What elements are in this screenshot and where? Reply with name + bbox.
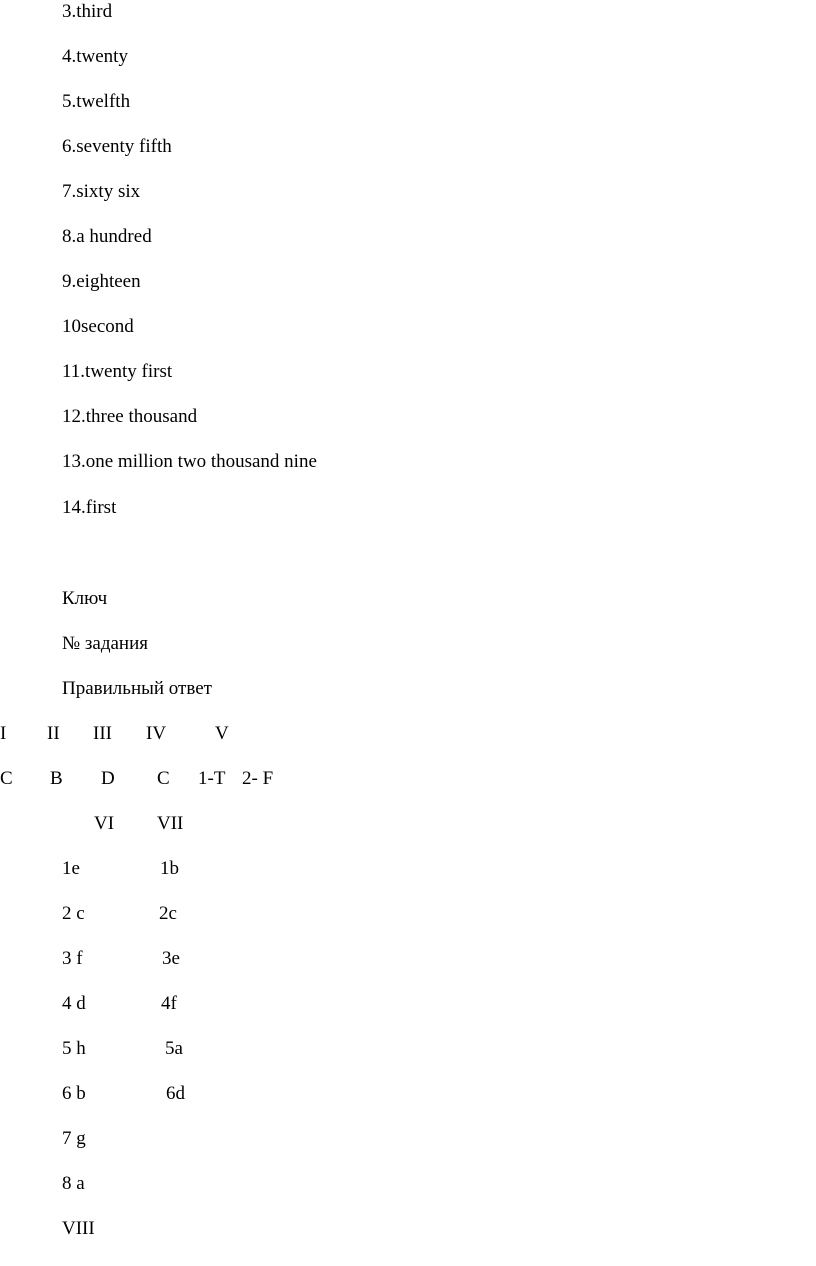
answer-v-2: 2- F: [242, 768, 274, 789]
answer-iii: D: [101, 768, 115, 789]
vi-answer: 2 c: [62, 903, 85, 924]
answer-i: C: [0, 768, 13, 789]
header-ii: II: [47, 723, 60, 744]
answer-item: 3.third: [62, 1, 113, 22]
vii-answer: 5a: [165, 1038, 183, 1059]
vi-answer: 6 b: [62, 1083, 86, 1104]
task-number-label: № задания: [62, 633, 148, 654]
header-iii: III: [93, 723, 112, 744]
answer-item: 7.sixty six: [62, 181, 141, 202]
vii-answer: 4f: [161, 993, 177, 1014]
vi-answer: 7 g: [62, 1128, 86, 1149]
vi-answer: 5 h: [62, 1038, 86, 1059]
answer-ii: B: [50, 768, 63, 789]
correct-answer-label: Правильный ответ: [62, 678, 212, 699]
answer-item: 4.twenty: [62, 46, 128, 67]
answer-item: 10second: [62, 316, 134, 337]
answer-v-1: 1-T: [198, 768, 226, 789]
answer-item: 11.twenty first: [62, 361, 173, 382]
header-vii: VII: [157, 813, 184, 834]
answer-item: 12.three thousand: [62, 406, 198, 427]
answer-item: 9.eighteen: [62, 271, 141, 292]
key-title: Ключ: [62, 588, 108, 609]
answer-item: 13.one million two thousand nine: [62, 451, 317, 472]
header-viii: VIII: [62, 1218, 95, 1239]
answer-item: 5.twelfth: [62, 91, 131, 112]
vi-answer: 1e: [62, 858, 80, 879]
vii-answer: 2c: [159, 903, 177, 924]
answer-item: 6.seventy fifth: [62, 136, 172, 157]
vi-answer: 4 d: [62, 993, 86, 1014]
header-vi: VI: [94, 813, 115, 834]
header-v: V: [215, 723, 229, 744]
answer-iv: C: [157, 768, 170, 789]
vii-answer: 6d: [166, 1083, 185, 1104]
answer-item: 14.first: [62, 497, 117, 518]
header-i: I: [0, 723, 7, 744]
vii-answer: 1b: [160, 858, 179, 879]
vi-answer: 8 a: [62, 1173, 85, 1194]
header-iv: IV: [146, 723, 167, 744]
vii-answer: 3e: [162, 948, 180, 969]
vi-answer: 3 f: [62, 948, 83, 969]
answer-item: 8.a hundred: [62, 226, 152, 247]
